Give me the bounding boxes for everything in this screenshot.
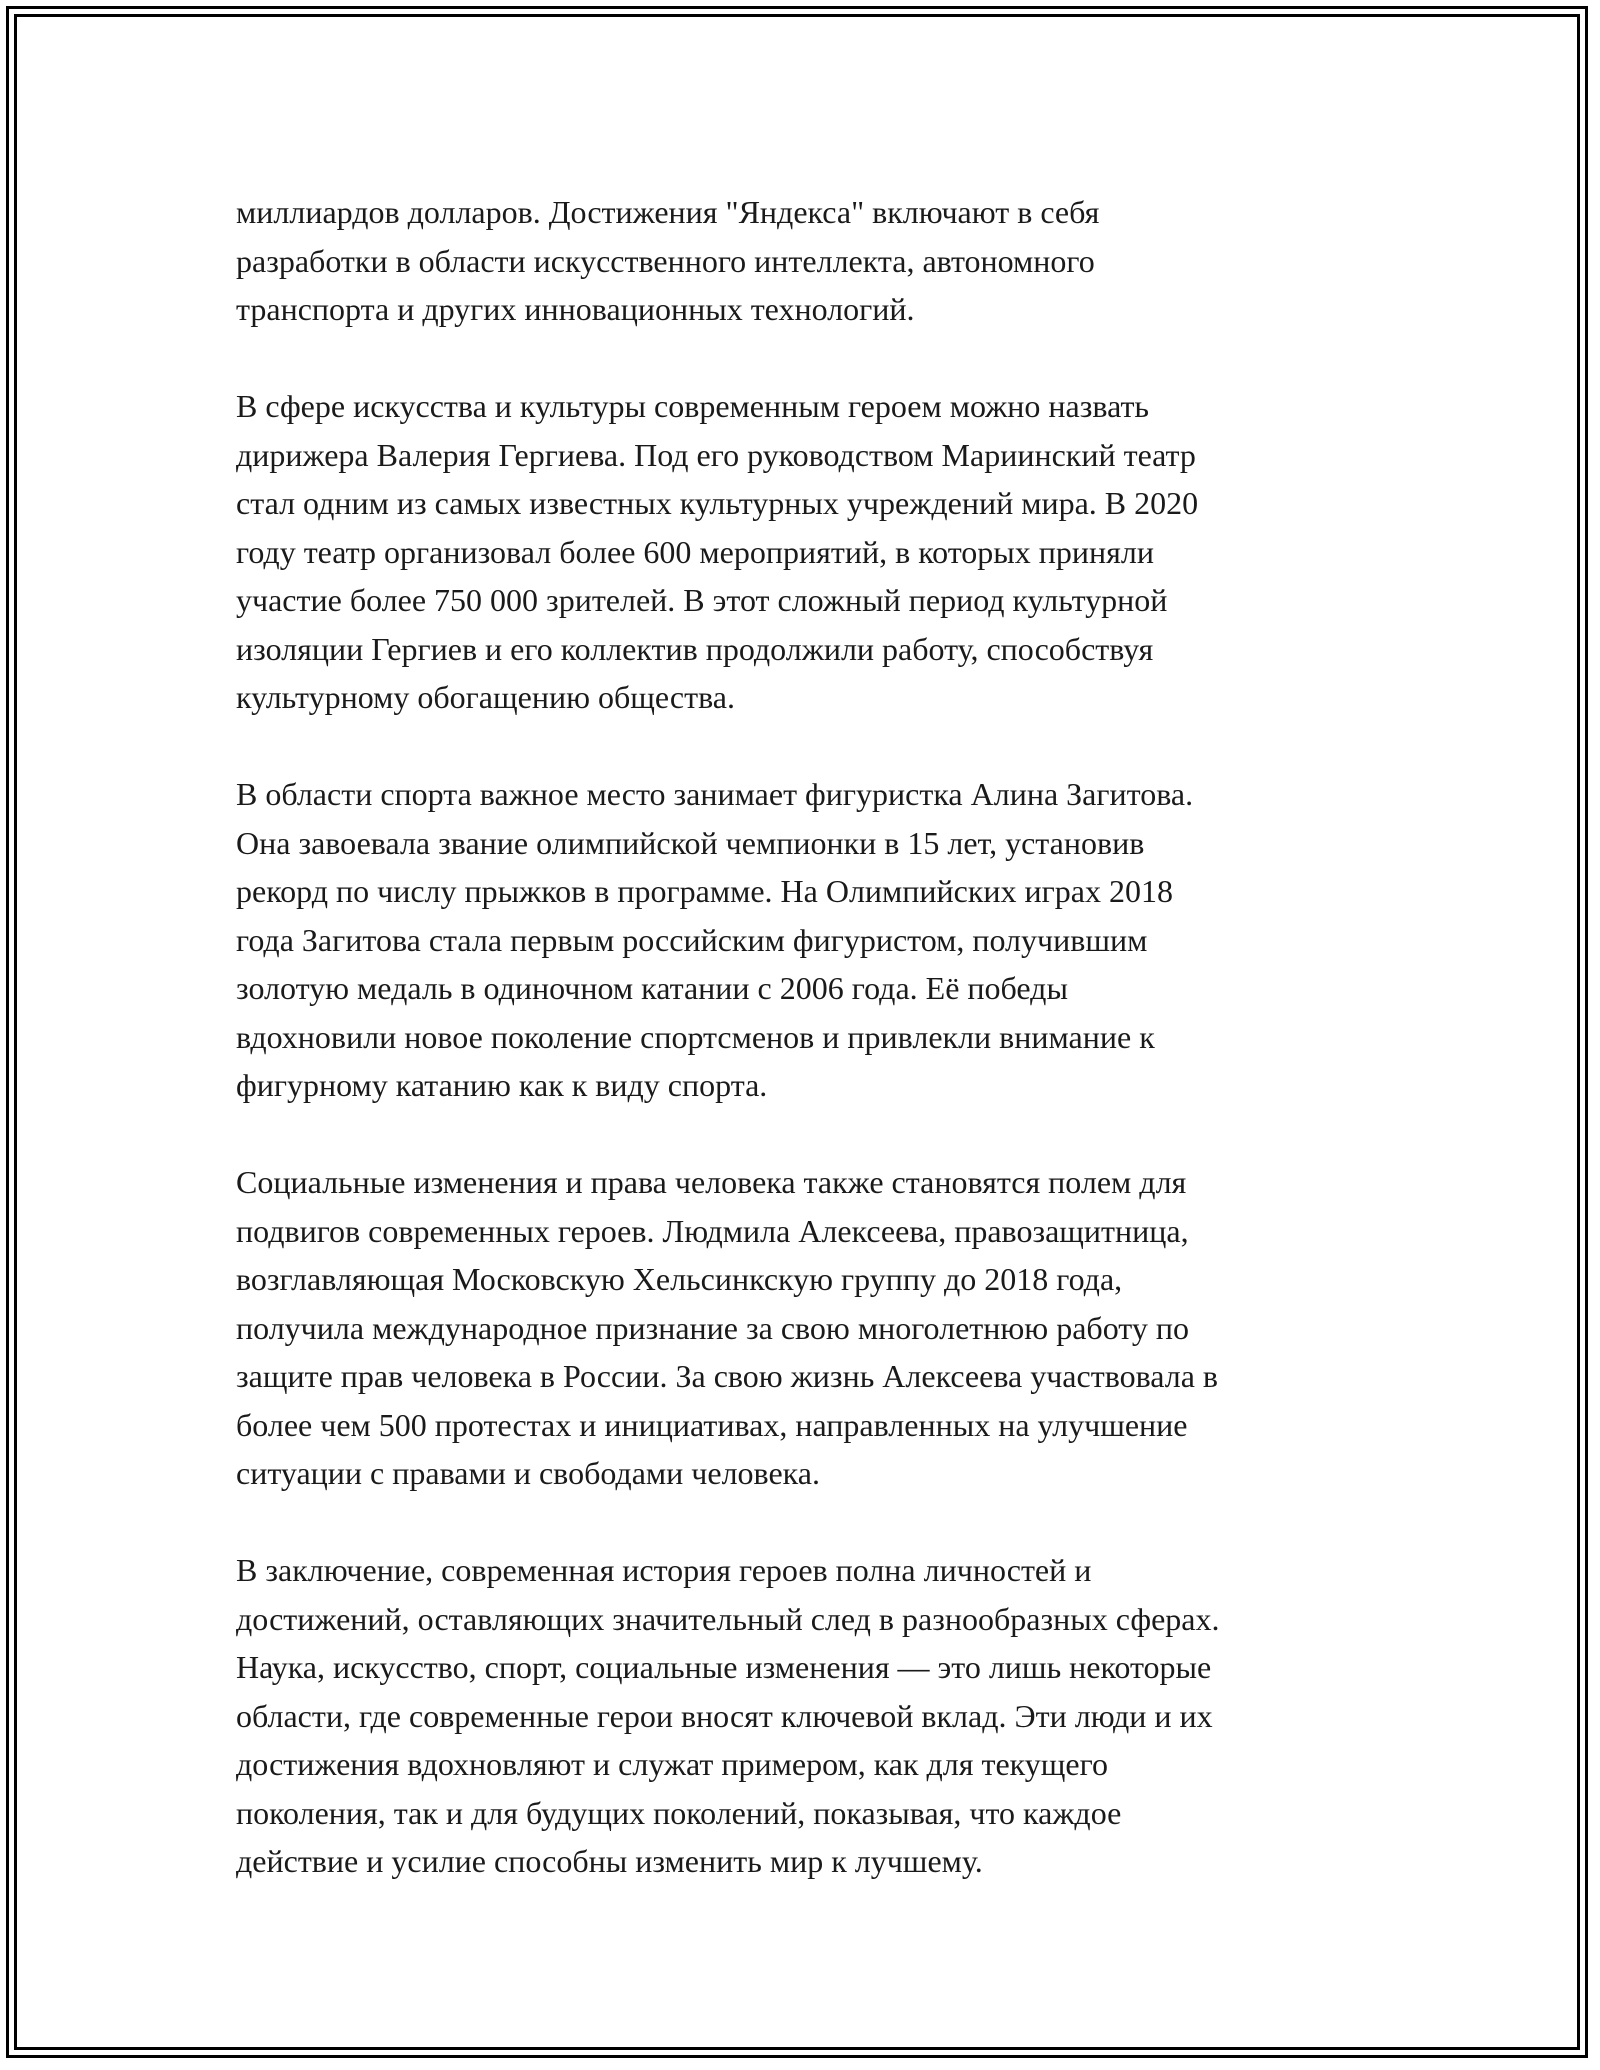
text-line: вдохновили новое поколение спортсменов и привлекли внимание к bbox=[236, 1018, 1155, 1055]
text-line: достижений, оставляющих значительный след в разнообразных сферах. bbox=[236, 1600, 1220, 1637]
text-line: Социальные изменения и права человека также становятся полем для bbox=[236, 1164, 1187, 1200]
text-line: поколения, так и для будущих поколений, показывая, что каждое bbox=[236, 1794, 1122, 1831]
text-line: подвигов современных героев. Людмила Алексеева, правозащитница, bbox=[236, 1212, 1189, 1249]
text-line: возглавляющая Московскую Хельсинкскую группу до 2018 года, bbox=[236, 1261, 1123, 1297]
paragraph bbox=[236, 770, 1376, 1110]
document-body bbox=[236, 188, 1376, 1934]
text-line: году театр организовал более 600 мероприятий, в которых приняли bbox=[236, 533, 1154, 570]
text-line: Она завоевала звание олимпийской чемпионки в 15 лет, установив bbox=[236, 824, 1145, 861]
text-line: ситуации с правами и свободами человека. bbox=[236, 1455, 820, 1491]
text-line: золотую медаль в одиночном катании с 2006 года. Её победы bbox=[236, 970, 1068, 1006]
text-line: рекорд по числу прыжков в программе. На Олимпийских играх 2018 bbox=[236, 873, 1173, 909]
text-line: области, где современные герои вносят ключевой вклад. Эти люди и их bbox=[236, 1697, 1213, 1734]
text-line: получила международное признание за свою многолетнюю работу по bbox=[236, 1309, 1189, 1346]
text-line: В заключение, современная история героев полна личностей и bbox=[236, 1552, 1092, 1588]
text-line: достижения вдохновляют и служат примером, как для текущего bbox=[236, 1746, 1108, 1782]
text-line: более чем 500 протестах и инициативах, направленных на улучшение bbox=[236, 1406, 1188, 1443]
paragraph bbox=[236, 188, 1376, 334]
text-line: стал одним из самых известных культурных учреждений мира. В 2020 bbox=[236, 485, 1199, 521]
paragraph bbox=[236, 1158, 1376, 1498]
text-line: участие более 750 000 зрителей. В этот сложный период культурной bbox=[236, 582, 1168, 618]
text-line: разработки в области искусственного интеллекта, автономного bbox=[236, 242, 1095, 279]
text-line: изоляции Гергиев и его коллектив продолжили работу, способствуя bbox=[236, 630, 1154, 667]
text-line: действие и усилие способны изменить мир к лучшему. bbox=[236, 1843, 983, 1879]
text-line: защите прав человека в России. За свою жизнь Алексеева участвовала в bbox=[236, 1358, 1219, 1394]
text-line: дирижера Валерия Гергиева. Под его руководством Мариинский театр bbox=[236, 436, 1196, 473]
text-line: транспорта и других инновационных технологий. bbox=[236, 291, 915, 327]
text-line: В сфере искусства и культуры современным героем можно назвать bbox=[236, 388, 1150, 424]
text-line: года Загитова стала первым российским фигуристом, получившим bbox=[236, 921, 1148, 958]
text-line: фигурному катанию как к виду спорта. bbox=[236, 1067, 768, 1103]
text-line: Наука, искусство, спорт, социальные изменения — это лишь некоторые bbox=[236, 1649, 1212, 1685]
text-line: культурному обогащению общества. bbox=[236, 679, 735, 715]
text-line: В области спорта важное место занимает фигуристка Алина Загитова. bbox=[236, 776, 1194, 812]
paragraph bbox=[236, 1546, 1376, 1886]
text-line: миллиардов долларов. Достижения "Яндекса" включают в себя bbox=[236, 194, 1100, 230]
paragraph bbox=[236, 382, 1376, 722]
